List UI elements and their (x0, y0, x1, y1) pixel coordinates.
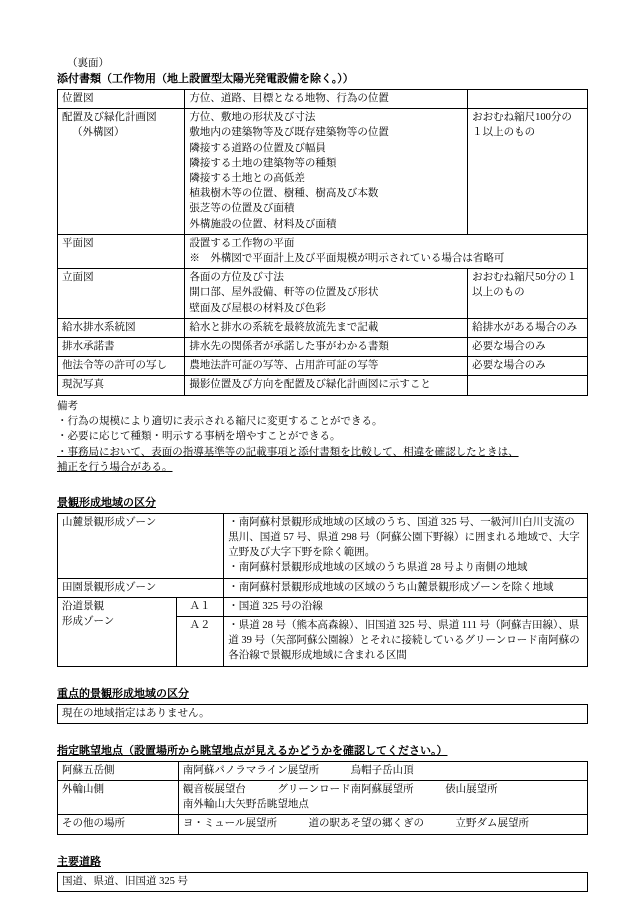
viewpoints-section (57, 741, 588, 835)
attachment-name: 現況写真 (58, 376, 185, 395)
table-row (58, 357, 588, 376)
main-roads-value: 国道、県道、旧国道 325 号 (58, 872, 588, 891)
landscape-zones-title: 景観形成地域の区分 (57, 496, 156, 509)
priority-zones-title: 重点的景観形成地域の区分 (57, 687, 189, 700)
table-row (58, 338, 588, 357)
landscape-zones-section (57, 493, 588, 667)
attachment-name: 位置図 (58, 90, 185, 109)
priority-zones-section (57, 684, 588, 724)
attachment-name: 平面図 (58, 234, 185, 268)
zone-code: Ａ１ (176, 597, 224, 616)
attachment-name: 給水排水系統図 (58, 318, 185, 337)
attachment-details: 方位、敷地の形状及び寸法 敷地内の建築物等及び既存建築物等の位置 隣接する道路の位置及び幅員 隣接する土地の建築物等の種類 隣接する土地との高低差 植栽樹木等の位置、樹種、樹高及び本数 張芝等の位置及び面積 外構施設の位置、材料及び面積 (185, 109, 468, 235)
attachment-name: 立面図 (58, 269, 185, 319)
table-row (58, 376, 588, 395)
viewpoint-list: ヨ・ミュール展望所 道の駅あそ望の郷くぎの 立野ダム展望所 (178, 815, 587, 834)
table-row (58, 513, 588, 578)
attachment-details: 各面の方位及び寸法 開口部、屋外設備、軒等の位置及び形状 壁面及び屋根の材料及び色彩 (185, 269, 468, 319)
attachment-details: 撮影位置及び方向を配置及び緑化計画図に示すこと (185, 376, 468, 395)
zone-name: 田園景観形成ゾーン (58, 578, 224, 597)
remarks-line: ・行為の規模により適切に表示される縮尺に変更することができる。 (57, 416, 383, 428)
remarks-title: 備考 (57, 400, 78, 412)
viewpoint-list: 南阿蘇パノラマライン展望所 烏帽子岳山頂 (178, 761, 587, 780)
landscape-zones-table (57, 513, 588, 667)
zone-name: 沿道景観 形成ゾーン (58, 597, 177, 666)
main-roads-table (57, 872, 588, 892)
attachments-title: 添付書類（工作物用（地上設置型太陽光発電設備を除く。）） (57, 73, 354, 85)
zone-code: Ａ２ (176, 616, 224, 666)
table-row (58, 109, 588, 235)
attachment-scale: 必要な場合のみ (468, 338, 588, 357)
page-side-label: （裏面） (67, 58, 109, 69)
table-row (58, 318, 588, 337)
remarks-line: 補正を行う場合がある。 (57, 462, 173, 474)
viewpoint-area: 阿蘇五岳側 (58, 761, 179, 780)
attachment-name: 他法令等の許可の写し (58, 357, 185, 376)
table-row (58, 761, 588, 780)
zone-name: 山麓景観形成ゾーン (58, 513, 224, 578)
table-row (58, 872, 588, 891)
priority-zones-table (57, 704, 588, 724)
attachment-scale (468, 376, 588, 395)
attachment-name: 排水承諾書 (58, 338, 185, 357)
remarks-line: ・事務局において、表面の指導基準等の記載事項と添付書類を比較して、相違を確認したときは、 (57, 446, 519, 458)
attachment-scale: 給排水がある場合のみ (468, 318, 588, 337)
priority-zones-value: 現在の地域指定はありません。 (58, 704, 588, 723)
viewpoints-table (57, 761, 588, 835)
attachment-scale: 必要な場合のみ (468, 357, 588, 376)
table-row (58, 578, 588, 597)
attachment-details: 設置する工作物の平面 ※ 外構図で平面計上及び平面規模が明示されている場合は省略可 (185, 234, 588, 268)
remarks-block (57, 399, 588, 476)
attachment-scale (468, 90, 588, 109)
table-row (58, 815, 588, 834)
attachment-scale: おおむね縮尺100分の １以上のもの (468, 109, 588, 235)
zone-description: ・南阿蘇村景観形成地域の区域のうち、国道 325 号、一級河川白川支流の黒川、国道 57 号、県道 298 号（阿蘇公園下野線）に囲まれる地域で、大字立野及び大字下野を除く範囲。 ・南阿蘇村景観形成地域の区域のうち県道 28 号より南側の地域 (224, 513, 588, 578)
zone-description: ・南阿蘇村景観形成地域の区域のうち山麓景観形成ゾーンを除く地域 (224, 578, 588, 597)
viewpoint-area: 外輪山側 (58, 780, 179, 814)
table-row (58, 90, 588, 109)
viewpoint-list: 観音桜展望台 グリーンロード南阿蘇展望所 俵山展望所 南外輪山大矢野岳眺望地点 (178, 780, 587, 814)
remarks-line: ・必要に応じて種類・明示する事柄を増やすことができる。 (57, 431, 341, 443)
main-roads-title: 主要道路 (57, 855, 101, 868)
viewpoint-area: その他の場所 (58, 815, 179, 834)
table-row (58, 269, 588, 319)
attachment-details: 排水先の関係者が承諾した事がわかる書類 (185, 338, 468, 357)
table-row (58, 597, 588, 616)
attachment-scale: おおむね縮尺50分の１ 以上のもの (468, 269, 588, 319)
table-row (58, 780, 588, 814)
attachments-table (57, 89, 588, 396)
main-roads-section (57, 852, 588, 892)
table-row (58, 704, 588, 723)
zone-description: ・県道 28 号（熊本高森線）、旧国道 325 号、県道 111 号（阿蘇吉田線）、県道 39 号（矢部阿蘇公園線）とそれに接続しているグリーンロード南阿蘇の各沿線で景観形成地域に含まれる区間 (224, 616, 588, 666)
table-row (58, 234, 588, 268)
zone-description: ・国道 325 号の沿線 (224, 597, 588, 616)
attachment-details: 給水と排水の系統を最終放流先まで記載 (185, 318, 468, 337)
viewpoints-title: 指定眺望地点（設置場所から眺望地点が見えるかどうかを確認してください。） (57, 744, 448, 757)
attachment-name: 配置及び緑化計画図 （外構図） (58, 109, 185, 235)
attachment-details: 農地法許可証の写等、占用許可証の写等 (185, 357, 468, 376)
attachment-details: 方位、道路、目標となる地物、行為の位置 (185, 90, 468, 109)
